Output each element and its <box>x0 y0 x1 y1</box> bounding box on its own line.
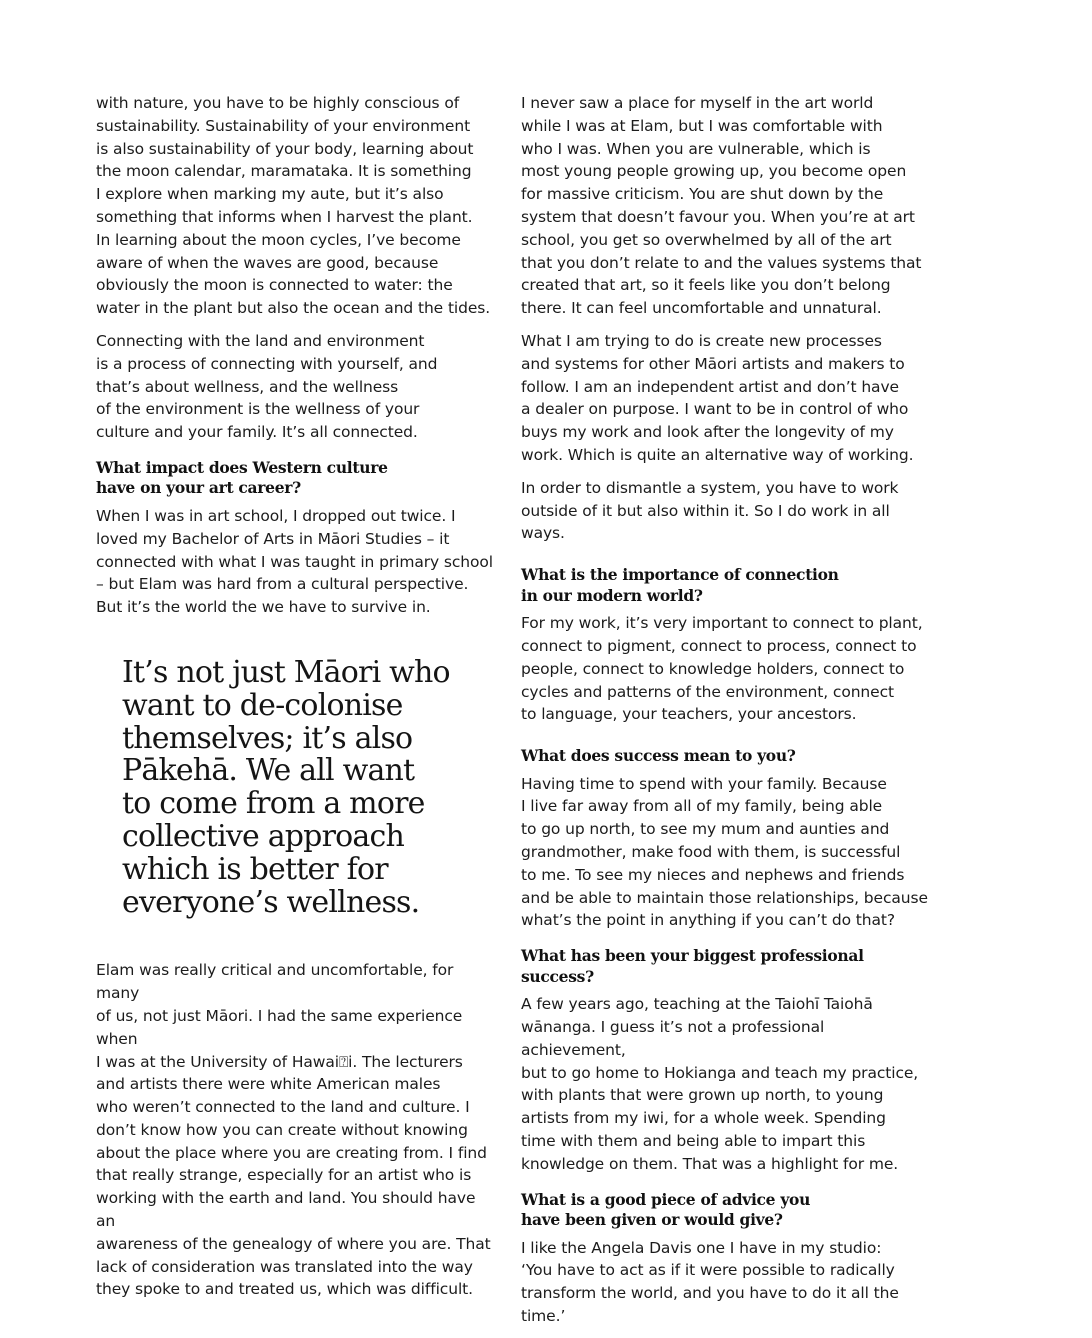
paragraph <box>96 92 496 320</box>
paragraph <box>521 92 931 320</box>
paragraph <box>521 1237 931 1328</box>
text-line: in our modern world? <box>521 585 703 605</box>
text-line: It’s not just Māori who <box>122 654 450 690</box>
text-line: I like the Angela Davis one I have in my studio: <box>521 1238 882 1257</box>
text-line: I was at the University of Hawai⍰i. The lecturers <box>96 1052 463 1071</box>
text-line: for massive criticism. You are shut down by the <box>521 185 884 204</box>
interview-question <box>521 746 931 767</box>
interview-question <box>521 1190 931 1231</box>
text-line: wānanga. I guess it’s not a professional achievement, <box>521 1018 825 1059</box>
text-line: awareness of the genealogy of where you are. That <box>96 1234 491 1253</box>
interview-question <box>521 946 931 987</box>
text-line: What I am trying to do is create new processes <box>521 331 882 350</box>
text-line: – but Elam was hard from a cultural perspective. <box>96 575 469 594</box>
text-line: to come from a more <box>122 786 425 822</box>
paragraph <box>521 993 931 1175</box>
text-line: culture and your family. It’s all connected. <box>96 423 418 442</box>
text-line: to go up north, to see my mum and aunties and <box>521 820 890 839</box>
text-line: follow. I am an independent artist and don’t have <box>521 377 899 396</box>
text-line: collective approach <box>122 818 405 854</box>
text-line: created that art, so it feels like you don’t belong <box>521 276 891 295</box>
text-line: who weren’t connected to the land and culture. I <box>96 1098 470 1117</box>
left-column <box>96 92 496 1311</box>
text-line: connect to pigment, connect to process, connect to <box>521 636 917 655</box>
text-line: about the place where you are creating from. I find <box>96 1143 487 1162</box>
text-line: I never saw a place for myself in the art world <box>521 94 874 112</box>
text-line: system that doesn’t favour you. When you’re at art <box>521 207 915 226</box>
text-line: Having time to spend with your family. Because <box>521 774 887 793</box>
text-line: and systems for other Māori artists and makers to <box>521 354 905 373</box>
text-line: In order to dismantle a system, you have to work <box>521 478 899 497</box>
text-line: water in the plant but also the ocean and the tides. <box>96 299 491 318</box>
text-line: with plants that were grown up north, to young <box>521 1086 884 1105</box>
paragraph <box>521 330 931 467</box>
paragraph <box>521 773 931 933</box>
text-line: while I was at Elam, but I was comfortable with <box>521 116 883 135</box>
text-line: is a process of connecting with yourself, and <box>96 354 438 373</box>
text-line: grandmother, make food with them, is successful <box>521 843 901 862</box>
text-line: What is a good piece of advice you <box>521 1189 811 1209</box>
text-line: which is better for <box>122 851 388 887</box>
text-line: themselves; it’s also <box>122 720 413 756</box>
text-line: What has been your biggest professional success? <box>521 946 864 986</box>
text-line: For my work, it’s very important to connect to plant, <box>521 614 923 633</box>
text-line: there. It can feel uncomfortable and unnatural. <box>521 299 882 318</box>
pull-quote <box>122 654 496 920</box>
text-line: most young people growing up, you become open <box>521 162 907 181</box>
text-line: work. Which is quite an alternative way of working. <box>521 445 914 464</box>
text-line: of the environment is the wellness of your <box>96 400 420 419</box>
text-line: but to go home to Hokianga and teach my practice, <box>521 1063 919 1082</box>
text-line: working with the earth and land. You should have an <box>96 1189 476 1231</box>
interview-question <box>521 565 931 606</box>
text-line: aware of when the waves are good, because <box>96 253 439 272</box>
text-line: loved my Bachelor of Arts in Māori Studies – it <box>96 529 450 548</box>
text-line: what’s the point in anything if you can’t do that? <box>521 911 896 930</box>
text-line: something that informs when I harvest the plant. <box>96 207 473 226</box>
text-line: knowledge on them. That was a highlight for me. <box>521 1154 899 1173</box>
text-line: What impact does Western culture <box>96 457 388 477</box>
text-line: school, you get so overwhelmed by all of the art <box>521 230 892 249</box>
text-line: a dealer on purpose. I want to be in control of who <box>521 400 909 419</box>
text-line: everyone’s wellness. <box>122 884 420 920</box>
text-line: have on your art career? <box>96 478 301 498</box>
text-line: obviously the moon is connected to water: the <box>96 276 453 295</box>
interview-question <box>96 458 496 499</box>
text-line: and be able to maintain those relationships, because <box>521 888 928 907</box>
text-line: that you don’t relate to and the values systems that <box>521 253 922 272</box>
text-line: ‘You have to act as if it were possible to radically <box>521 1261 895 1280</box>
text-line: the moon calendar, maramataka. It is something <box>96 162 472 181</box>
text-line: outside of it but also within it. So I do work in all ways. <box>521 501 890 543</box>
right-column <box>521 92 931 1338</box>
text-line: I explore when marking my aute, but it’s also <box>96 185 444 204</box>
text-line: buys my work and look after the longevity of my <box>521 423 894 442</box>
text-line: Elam was really critical and uncomfortable, for many <box>96 961 454 1003</box>
text-line: I live far away from all of my family, being able <box>521 797 883 816</box>
text-line: people, connect to knowledge holders, connect to <box>521 659 905 678</box>
text-line: is also sustainability of your body, learning about <box>96 139 474 158</box>
text-line: artists from my iwi, for a whole week. Spending <box>521 1109 886 1128</box>
paragraph <box>96 505 496 619</box>
text-line: that’s about wellness, and the wellness <box>96 377 399 396</box>
text-line: Pākehā. We all want <box>122 753 415 789</box>
paragraph <box>521 612 931 726</box>
text-line: of us, not just Māori. I had the same experience when <box>96 1006 463 1048</box>
text-line: lack of consideration was translated into the way <box>96 1257 473 1276</box>
text-line: A few years ago, teaching at the Taiohī Taiohā <box>521 995 873 1014</box>
text-line: But it’s the world the we have to survive in. <box>96 598 431 617</box>
text-line: who I was. When you are vulnerable, which is <box>521 139 871 158</box>
text-line: have been given or would give? <box>521 1210 783 1230</box>
text-line: In learning about the moon cycles, I’ve become <box>96 230 461 249</box>
text-line: they spoke to and treated us, which was difficult. <box>96 1280 473 1299</box>
paragraph <box>96 330 496 444</box>
text-line: that really strange, especially for an artist who is <box>96 1166 472 1185</box>
text-line: sustainability. Sustainability of your environment <box>96 116 471 135</box>
text-line: and artists there were white American males <box>96 1075 441 1094</box>
text-line: want to de-colonise <box>122 687 403 723</box>
text-line: What is the importance of connection <box>521 565 839 585</box>
paragraph <box>96 959 496 1301</box>
text-line: What does success mean to you? <box>521 746 796 766</box>
text-line: Connecting with the land and environment <box>96 331 425 350</box>
text-line: When I was in art school, I dropped out twice. I <box>96 506 456 525</box>
text-line: to language, your teachers, your ancestors. <box>521 705 857 724</box>
text-line: time with them and being able to impart this <box>521 1131 866 1150</box>
text-line: cycles and patterns of the environment, connect <box>521 682 894 701</box>
text-line: transform the world, and you have to do it all the time.’ <box>521 1284 899 1325</box>
paragraph <box>521 477 931 545</box>
text-line: connected with what I was taught in primary school <box>96 552 493 571</box>
text-line: to me. To see my nieces and nephews and friends <box>521 865 905 884</box>
text-line: don’t know how you can create without knowing <box>96 1120 468 1139</box>
text-line: with nature, you have to be highly conscious of <box>96 94 460 112</box>
